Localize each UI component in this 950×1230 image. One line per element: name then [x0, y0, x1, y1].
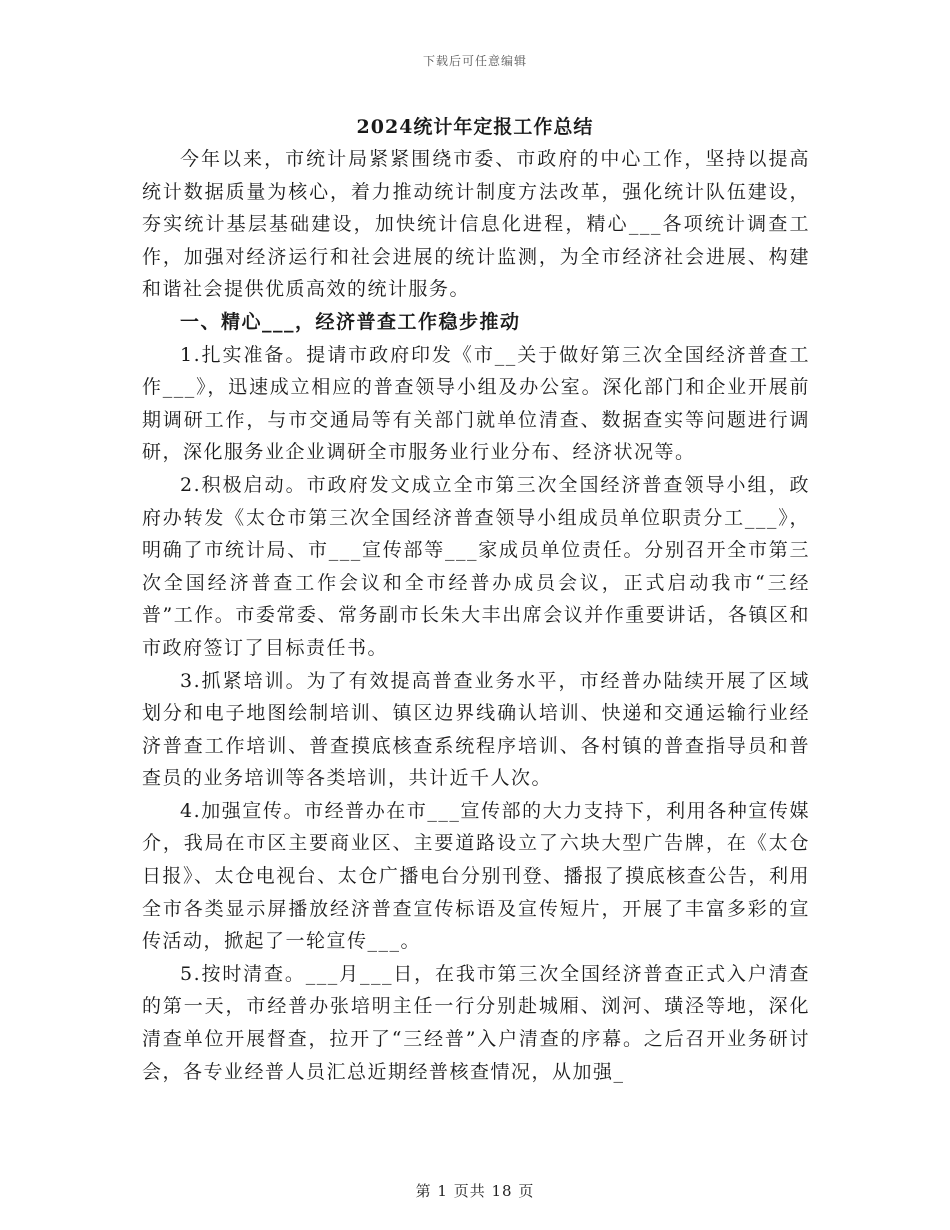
page-header-note: 下载后可任意编辑	[422, 54, 527, 68]
paragraph-launch: 2.积极启动。市政府发文成立全市第三次全国经济普查领导小组，政府办转发《太仓市第三次全国经济普查领导小组成员单位职责分工___》，明确了市统计局、市___宣传部等___家成员单位责任。分别召开全市第三次全国经济普查工作会议和全市经普办成员会议，正式启动我市“三经普”工作。市委常委、常务副市长朱大丰出席会议并作重要讲话，各镇区和市政府签订了目标责任书。	[142, 473, 810, 659]
paragraph-training: 3.抓紧培训。为了有效提高普查业务水平，市经普办陆续开展了区域划分和电子地图绘制培训、镇区边界线确认培训、快递和交通运输行业经济普查工作培训、普查摸底核查系统程序培训、各村镇的普查指导员和普查员的业务培训等各类培训，共计近千人次。	[142, 669, 810, 790]
intro-paragraph: 今年以来，市统计局紧紧围绕市委、市政府的中心工作，坚持以提高统计数据质量为核心，着力推动统计制度方法改革，强化统计队伍建设，夯实统计基层基础建设，加快统计信息化进程，精心___各项统计调查工作，加强对经济运行和社会进展的统计监测，为全市经济社会进展、构建和谐社会提供优质高效的统计服务。	[142, 148, 810, 301]
paragraph-census-check: 5.按时清查。___月___日，在我市第三次全国经济普查正式入户清查的第一天，市经普办张培明主任一行分别赴城厢、浏河、璜泾等地，深化清查单位开展督查，拉开了“三经普”入户清查的序幕。之后召开业务研讨会，各专业经普人员汇总近期经普核查情况，从加强_	[142, 962, 810, 1083]
section-heading-1: 一、精心___，经济普查工作稳步推动	[180, 310, 521, 333]
page-number: 第 1 页共 18 页	[415, 1182, 535, 1200]
document-title: 2024统计年定报工作总结	[356, 116, 594, 138]
paragraph-publicity: 4.加强宣传。市经普办在市___宣传部的大力支持下，利用各种宣传媒介，我局在市区主要商业区、主要道路设立了六块大型广告牌，在《太仓日报》、太仓电视台、太仓广播电台分别刊登、播报了摸底核查公告，利用全市各类显示屏播放经济普查宣传标语及宣传短片，开展了丰富多彩的宣传活动，掀起了一轮宣传___。	[142, 799, 810, 953]
paragraph-preparation: 1.扎实准备。提请市政府印发《市__关于做好第三次全国经济普查工作___》，迅速成立相应的普查领导小组及办公室。深化部门和企业开展前期调研工作，与市交通局等有关部门就单位清查、数据查实等问题进行调研，深化服务业企业调研全市服务业行业分布、经济状况等。	[142, 343, 810, 464]
document-body	[142, 143, 810, 1088]
